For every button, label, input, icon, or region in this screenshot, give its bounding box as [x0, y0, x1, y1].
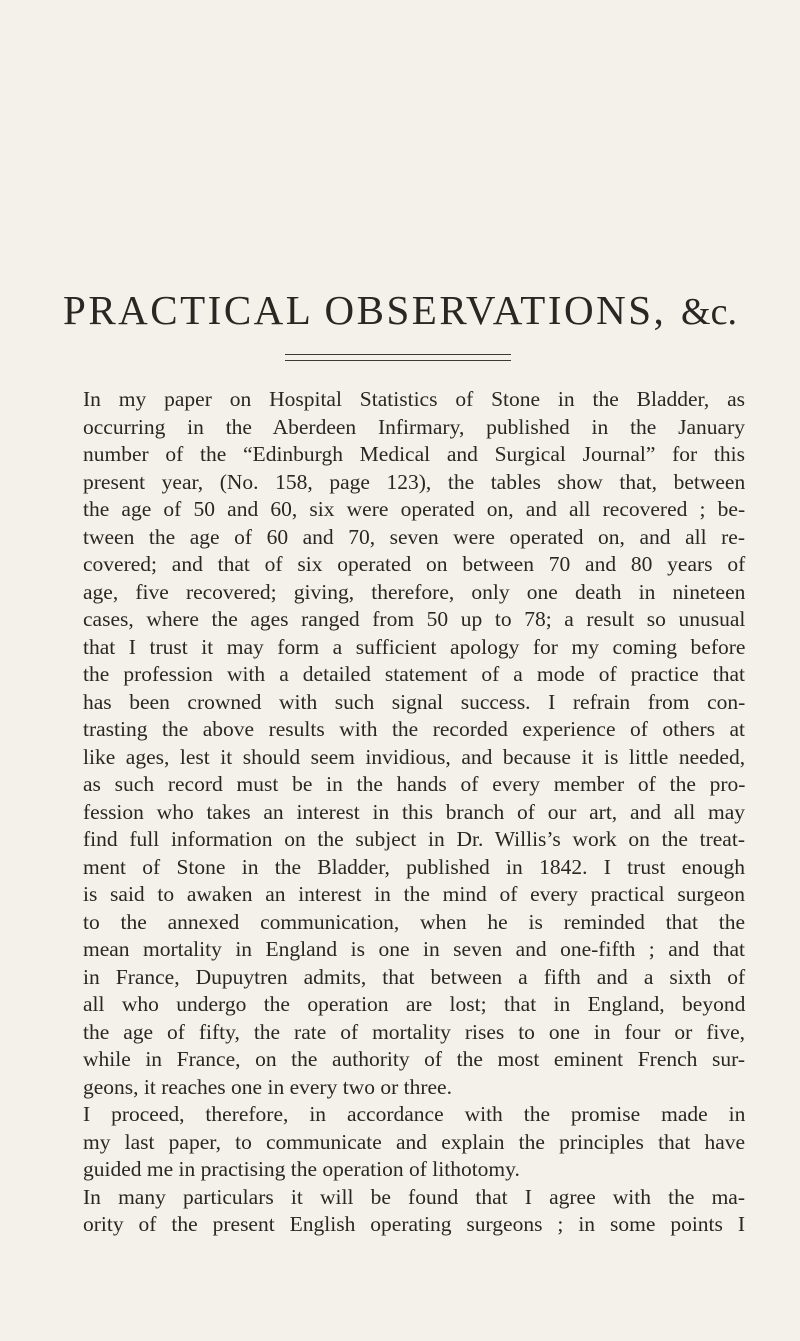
text-line: I proceed, therefore, in accordance with the promise made in — [83, 1102, 746, 1126]
text-line: in France, Dupuytren admits, that between a fifth and a sixth of — [83, 964, 746, 989]
text-line: while in France, on the authority of the most eminent French sur- — [83, 1047, 745, 1071]
text-line: ment of Stone in the Bladder, published in 1842. I trust enough — [83, 854, 745, 879]
text-line: find full information on the subject in Dr. Willis’s work on the treat- — [83, 827, 745, 851]
text-line: cases, where the ages ranged from 50 up to 78; a result so unusual — [83, 607, 746, 631]
text-line: covered; and that of six operated on between 70 and 80 years of — [83, 552, 746, 576]
text-line: age, five recovered; giving, therefore, only one death in nineteen — [83, 579, 746, 604]
body-text — [83, 386, 745, 1239]
text-line: the age of 50 and 60, six were operated on, and all recovered ; be- — [83, 497, 746, 521]
text-line: mean mortality in England is one in seven and one-fifth ; and that — [83, 937, 745, 961]
text-line: the age of fifty, the rate of mortality rises to one in four or five, — [83, 1019, 745, 1044]
text-line: occurring in the Aberdeen Infirmary, published in the January — [83, 414, 745, 439]
text-line: all who undergo the operation are lost; that in England, beyond — [83, 992, 746, 1016]
paragraph-1 — [83, 386, 745, 1101]
text-line: ority of the present English operating surgeons ; in some points I — [83, 1212, 745, 1236]
paragraph-2 — [83, 1101, 745, 1184]
text-line: present year, (No. 158, page 123), the tables show that, between — [83, 469, 746, 494]
text-line: has been crowned with such signal success. I refrain from con- — [83, 689, 746, 714]
text-line: In my paper on Hospital Statistics of Stone in the Bladder, as — [83, 387, 745, 411]
text-line: guided me in practising the operation of lithotomy. — [83, 1157, 520, 1181]
text-line: is said to awaken an interest in the mind of every practical surgeon — [83, 882, 745, 906]
heading-etc: &c. — [681, 291, 737, 333]
text-line: as such record must be in the hands of every member of the pro- — [83, 772, 746, 796]
text-line: geons, it reaches one in every two or three. — [83, 1074, 452, 1099]
text-line: fession who takes an interest in this branch of our art, and all may — [83, 799, 746, 824]
heading-rule — [285, 354, 511, 361]
text-line: tween the age of 60 and 70, seven were operated on, and all re- — [83, 524, 745, 549]
text-line: my last paper, to communicate and explain the principles that have — [83, 1129, 746, 1154]
text-line: to the annexed communication, when he is reminded that the — [83, 909, 746, 934]
heading-title: PRACTICAL OBSERVATIONS, — [63, 287, 667, 333]
text-line: trasting the above results with the recorded experience of others at — [83, 717, 745, 741]
text-line: the profession with a detailed statement of a mode of practice that — [83, 662, 745, 686]
paragraph-3 — [83, 1184, 745, 1239]
text-line: that I trust it may form a sufficient apology for my coming before — [83, 634, 746, 659]
text-line: In many particulars it will be found that I agree with the ma- — [83, 1184, 745, 1209]
text-line: like ages, lest it should seem invidious, and because it is little needed, — [83, 744, 746, 769]
text-line: number of the “Edinburgh Medical and Surgical Journal” for this — [83, 442, 745, 466]
page-heading — [0, 286, 800, 334]
